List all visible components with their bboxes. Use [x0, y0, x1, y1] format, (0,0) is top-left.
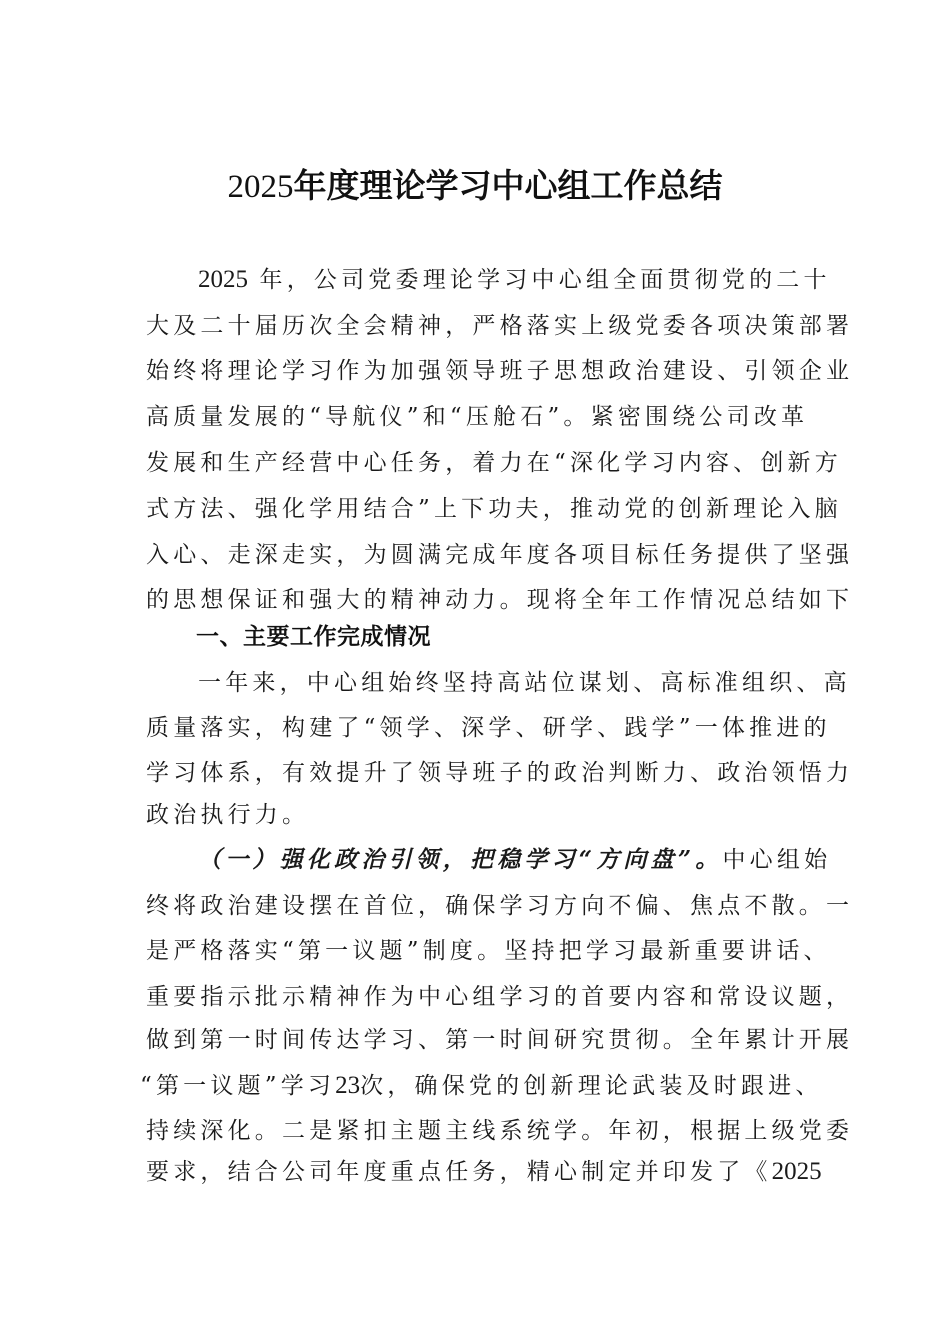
document-title [0, 163, 950, 210]
paragraph-3-line-2: 终将政治建设摆在首位，确保学习方向不偏、焦点不散。一 [146, 893, 854, 919]
paragraph-2-line-3: 学习体系，有效提升了领导班子的政治判断力、政治领悟力 [146, 760, 854, 786]
paragraph-3-line-8: 要求，结合公司年度重点任务，精心制定并印发了《2025 [146, 1158, 822, 1185]
paragraph-1-line-1: 2025 年，公司党委理论学习中心组全面贯彻党的二十 [198, 266, 831, 293]
paragraph-3-line-5: 做到第一时间传达学习、第一时间研究贯彻。全年累计开展 [146, 1027, 854, 1053]
paragraph-3-line-3: 是严格落实“第一议题”制度。坚持把学习最新重要讲话、 [146, 938, 831, 964]
title-year: 2025 [227, 169, 294, 205]
paragraph-1-line-6: 式方法、强化学用结合”上下功夫，推动党的创新理论入脑 [146, 496, 842, 522]
paragraph-3-line-7: 持续深化。二是紧扣主题主线系统学。年初，根据上级党委 [146, 1118, 854, 1144]
section-heading-1: 一、主要工作完成情况 [196, 624, 431, 650]
paragraph-3-line-6: “第一议题”学习23次，确保党的创新理论武装及时跟进、 [140, 1072, 823, 1099]
paragraph-2-line-2: 质量落实，构建了“领学、深学、研学、践学”一体推进的 [146, 715, 831, 741]
paragraph-1-line-3: 始终将理论学习作为加强领导班子思想政治建设、引领企业 [146, 358, 854, 384]
paragraph-1-line-4: 高质量发展的“导航仪”和“压舱石”。紧密围绕公司改革 [146, 404, 809, 430]
paragraph-2-line-1: 一年来，中心组始终坚持高站位谋划、高标准组织、高 [198, 670, 851, 696]
paragraph-1-line-5: 发展和生产经营中心任务，着力在“深化学习内容、创新方 [146, 450, 842, 476]
paragraph-3-line-1: （一）强化政治引领，把稳学习“方向盘”。中心组始 [198, 846, 832, 873]
title-text: 年度理论学习中心组工作总结 [293, 166, 723, 205]
paragraph-1-line-7: 入心、走深走实，为圆满完成年度各项目标任务提供了坚强 [146, 542, 854, 568]
paragraph-2-line-4: 政治执行力。 [146, 802, 310, 828]
paragraph-3-line-4: 重要指示批示精神作为中心组学习的首要内容和常设议题， [146, 984, 854, 1010]
paragraph-1-line-8: 的思想保证和强大的精神动力。现将全年工作情况总结如下 [146, 587, 854, 613]
paragraph-1-line-2: 大及二十届历次全会精神，严格落实上级党委各项决策部署 [146, 313, 854, 339]
subheading-1: （一）强化政治引领，把稳学习“方向盘”。 [198, 846, 723, 873]
